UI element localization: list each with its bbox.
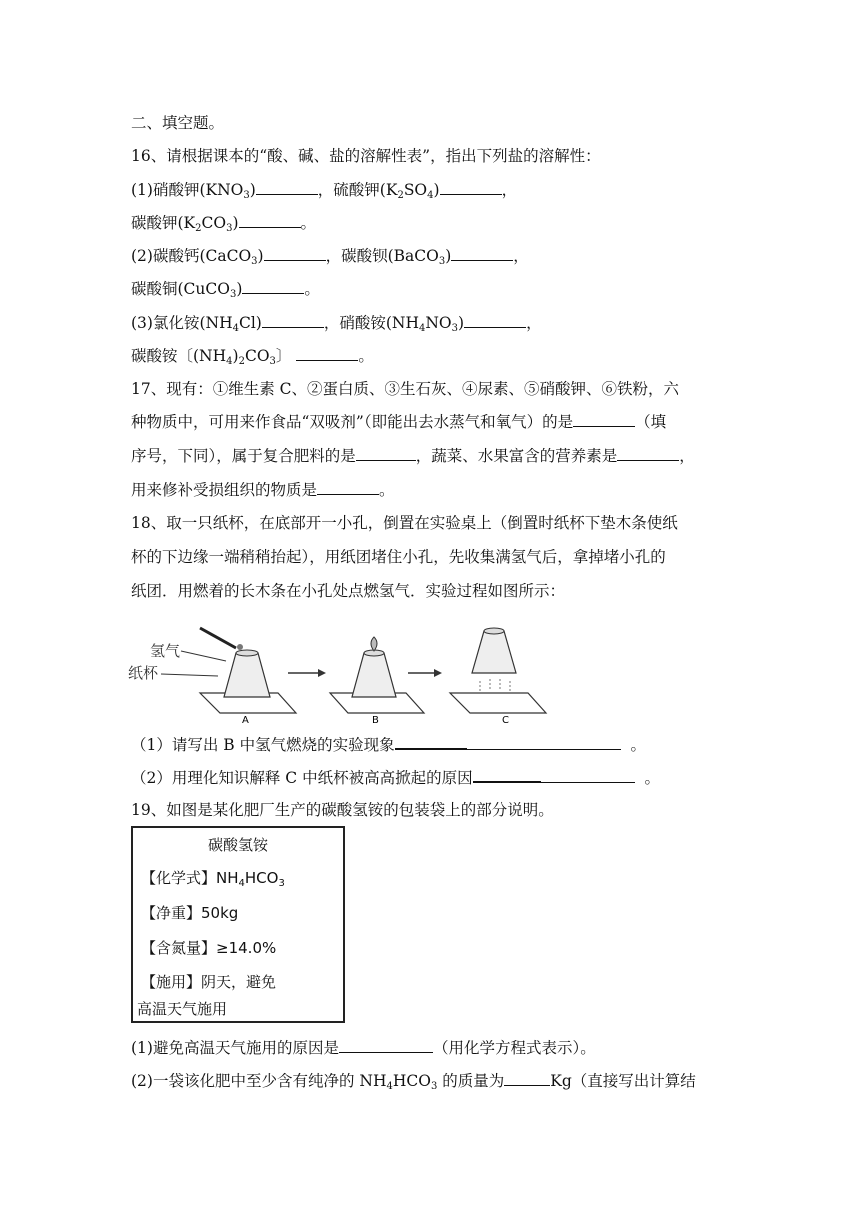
answer-blank[interactable]: [239, 212, 301, 228]
label-title: 碳酸氢铵: [207, 836, 268, 854]
q18-sub2: （2）用理化知识解释 C 中纸杯被高高掀起的原因 。: [131, 766, 660, 789]
q18-sub1: （1）请写出 B 中氢气燃烧的实验现象 。: [131, 733, 646, 756]
q16-stem: 16、请根据课本的“酸、碱、盐的溶解性表”，指出下列盐的溶解性：: [131, 147, 601, 165]
label-net-weight: 【净重】50kg: [141, 904, 239, 922]
label-formula: 【化学式】$NH_4HCO_3$: [141, 869, 285, 889]
q19-sub2: (2)一袋该化肥中至少含有纯净的 $NH_4HCO_3$ 的质量为 Kg（直接写出计算结: [131, 1072, 696, 1092]
answer-blank[interactable]: [395, 733, 467, 750]
answer-blank[interactable]: [440, 179, 502, 195]
setup-b: [330, 637, 424, 723]
label-usage-cont: 高温天气施用: [137, 1000, 228, 1018]
q17-line2: 种物质中，可用来作食品“双吸剂”（即能出去水蒸气和氧气）的是 （填: [131, 413, 667, 431]
answer-blank[interactable]: [339, 1037, 433, 1053]
q18-line1: 18、取一只纸杯，在底部开一小孔，倒置在实验桌上（倒置时纸杯下垫木条使纸: [131, 514, 678, 532]
q17-line4: 用来修补受损组织的物质是 。: [131, 481, 395, 499]
label-paper-cup: 纸杯: [128, 664, 159, 682]
answer-blank[interactable]: [256, 179, 318, 195]
answer-blank[interactable]: [242, 278, 304, 294]
q19-line1: 19、如图是某化肥厂生产的碳酸氢铵的包装袋上的部分说明。: [131, 801, 554, 819]
q17-line3: 序号，下同），属于复合肥料的是 ，蔬菜、水果富含的营养素是 ，: [131, 447, 695, 465]
answer-blank[interactable]: [504, 1070, 550, 1086]
answer-blank[interactable]: [317, 479, 379, 495]
answer-blank[interactable]: [473, 766, 541, 783]
label-nitrogen: 【含氮量】≥14.0%: [141, 939, 277, 957]
answer-blank[interactable]: [451, 245, 513, 261]
q17-line1: 17、现有：①维生素 C、②蛋白质、③生石灰、④尿素、⑤硝酸钾、⑥铁粉，六: [131, 380, 680, 398]
section-heading: 二、填空题。: [131, 114, 225, 132]
experiment-figure: [128, 623, 568, 723]
q16-part2-line1: (2)碳酸钙(CaCO$_3$) ，碳酸钡(BaCO$_3$) ，: [131, 247, 529, 267]
answer-blank[interactable]: [573, 411, 635, 427]
answer-blank[interactable]: [464, 312, 526, 328]
label-a: A: [242, 715, 249, 723]
label-c: C: [502, 715, 509, 723]
q18-line2: 杯的下边缘一端稍稍抬起），用纸团堵住小孔，先收集满氢气后，拿掉堵小孔的: [131, 548, 666, 566]
q16-part2-line2: 碳酸铜(CuCO$_3$) 。: [131, 280, 320, 300]
label-usage: 【施用】阴天，避免: [141, 973, 277, 991]
fertilizer-label: [131, 826, 345, 1023]
answer-blank[interactable]: [262, 312, 324, 328]
q16-part1-line2: 碳酸钾$(K_2CO_3)$ 。: [131, 214, 317, 234]
answer-blank[interactable]: [296, 345, 358, 361]
q16-part1-line1: (1)硝酸钾$(KNO_3)$ ，硫酸钾$(K_2SO_4)$ ，: [131, 181, 518, 201]
q16-part3-line2: 碳酸铵〔$(NH_4)_2CO_3$〕 。: [131, 347, 374, 367]
q18-line3: 纸团．用燃着的长木条在小孔处点燃氢气．实验过程如图所示：: [131, 582, 566, 600]
answer-blank[interactable]: [541, 767, 635, 783]
experiment-diagram: [128, 623, 568, 723]
label-hydrogen: 氢气: [150, 642, 181, 660]
answer-blank[interactable]: [467, 734, 621, 750]
q16-part3-line1: (3)氯化铵$(NH_4Cl)$ ，硝酸铵$(NH_4NO_3)$ ，: [131, 314, 542, 334]
answer-blank[interactable]: [264, 245, 326, 261]
setup-c: [450, 628, 546, 723]
answer-blank[interactable]: [617, 445, 679, 461]
label-b: B: [372, 715, 379, 723]
answer-blank[interactable]: [356, 445, 416, 461]
q19-sub1: (1)避免高温天气施用的原因是 （用化学方程式表示）。: [131, 1039, 596, 1057]
